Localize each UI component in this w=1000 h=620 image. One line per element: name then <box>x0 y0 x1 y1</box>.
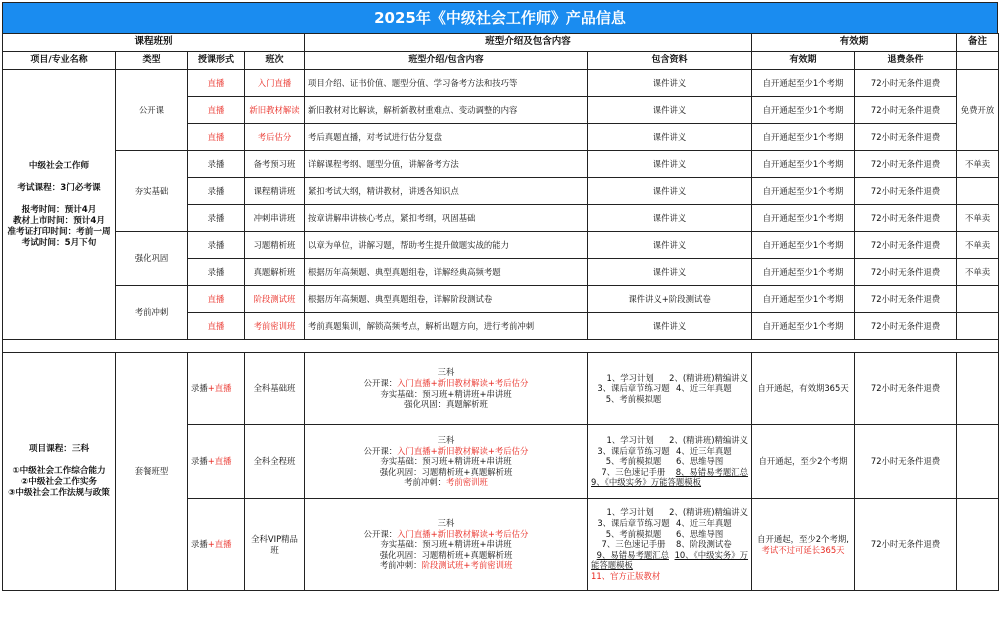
note-cell: 不单卖 <box>957 151 999 178</box>
note-cell <box>957 353 999 425</box>
refund-cell: 72小时无条件退费 <box>855 425 957 499</box>
refund-cell: 72小时无条件退费 <box>855 286 957 313</box>
class-cell: 入门直播 <box>245 70 305 97</box>
refund-cell: 72小时无条件退费 <box>855 313 957 340</box>
exam-time: 考试时间：5月下旬 <box>21 237 97 248</box>
materials-cell: 课件讲义 <box>588 70 752 97</box>
valid-cell: 自开通起至少1个考期 <box>752 313 855 340</box>
refund-cell: 72小时无条件退费 <box>855 97 957 124</box>
valid-cell: 自开通起至少1个考期 <box>752 178 855 205</box>
project-name: 中级社会工作师 <box>28 160 90 171</box>
class-cell: 全科全程班 <box>245 425 305 499</box>
col-header-valid: 有效期 <box>752 52 855 70</box>
project-info-cell <box>3 70 116 340</box>
class-cell: 备考预习班 <box>245 151 305 178</box>
form-cell: 录播+直播 <box>188 353 245 425</box>
exam-courses: 考试课程：3门必考课 <box>17 182 101 193</box>
refund-cell: 72小时无条件退费 <box>855 151 957 178</box>
table-row <box>3 70 999 97</box>
class-cell: 新旧教材解读 <box>245 97 305 124</box>
form-cell: 录播 <box>188 232 245 259</box>
col-header-class: 班次 <box>245 52 305 70</box>
desc-cell: 按章讲解串讲核心考点，紧扣考纲，巩固基础 <box>305 205 588 232</box>
class-cell: 冲刺串讲班 <box>245 205 305 232</box>
col-header-materials: 包含资料 <box>588 52 752 70</box>
refund-cell: 72小时无条件退费 <box>855 499 957 591</box>
register-time: 报考时间：预计4月 <box>21 204 97 215</box>
desc-cell: 根据历年高频题、典型真题组卷，详解经典高频考题 <box>305 259 588 286</box>
materials-cell: 课件讲义 <box>588 232 752 259</box>
table-row <box>3 232 999 259</box>
admission-print-time: 准考证打印时间：考前一周 <box>7 226 111 237</box>
note-cell <box>957 286 999 313</box>
materials-cell: 课件讲义 <box>588 259 752 286</box>
package-project-cell <box>3 353 116 591</box>
book-release-time: 教材上市时间：预计4月 <box>13 215 105 226</box>
valid-cell: 自开通起至少1个考期 <box>752 97 855 124</box>
col-header-form: 授课形式 <box>188 52 245 70</box>
desc-cell: 根据历年高频题、典型真题组卷，详解阶段测试卷 <box>305 286 588 313</box>
note-cell <box>957 499 999 591</box>
materials-cell: 课件讲义 <box>588 205 752 232</box>
type-strengthen: 强化巩固 <box>116 232 188 286</box>
col-header-note <box>957 52 999 70</box>
package-materials: 1、学习计划 2、(精讲班)精编讲义 3、课后章节练习题 4、近三年真题 5、考前模拟题 <box>588 353 752 425</box>
class-cell: 全科基础班 <box>245 353 305 425</box>
group-header-intro: 班型介绍及包含内容 <box>305 34 752 52</box>
valid-cell: 自开通起，至少2个考期 <box>752 425 855 499</box>
materials-cell: 课件讲义+阶段测试卷 <box>588 286 752 313</box>
package-course-3: ③中级社会工作法规与政策 <box>8 488 110 498</box>
refund-cell: 72小时无条件退费 <box>855 70 957 97</box>
class-cell: 真题解析班 <box>245 259 305 286</box>
class-cell: 习题精析班 <box>245 232 305 259</box>
valid-cell: 自开通起至少1个考期 <box>752 205 855 232</box>
valid-cell: 自开通起至少1个考期 <box>752 151 855 178</box>
package-content: 三科 公开课：入门直播+新旧教材解读+考后估分 夯实基础：预习班+精讲班+串讲班 强化巩固：习题精析班+真题解析班 考前冲刺：考前密训班 <box>305 425 588 499</box>
valid-cell: 自开通起至少1个考期 <box>752 286 855 313</box>
class-cell: 考前密训班 <box>245 313 305 340</box>
col-header-desc: 班型介绍/包含内容 <box>305 52 588 70</box>
package-materials: 1、学习计划 2、(精讲班)精编讲义 3、课后章节练习题 4、近三年真题 5、考前模拟题 6、思维导图 7、三色速记手册 8、阶段测试卷 9、易错易考题汇总 10、《中级实务》万 能答题模板 11、官方正版教材 <box>588 499 752 591</box>
materials-cell: 课件讲义 <box>588 178 752 205</box>
desc-cell: 考后真题直播，对考试进行估分复盘 <box>305 124 588 151</box>
desc-cell: 详解课程考纲、题型分值，讲解备考方法 <box>305 151 588 178</box>
col-header-refund: 退费条件 <box>855 52 957 70</box>
valid-cell: 自开通起至少1个考期 <box>752 124 855 151</box>
form-cell: 直播 <box>188 97 245 124</box>
package-materials: 1、学习计划 2、(精讲班)精编讲义 3、课后章节练习题 4、近三年真题 5、考前模拟题 6、思维导图 7、三色速记手册 8、易错易考题汇总 9、《中级实务》万能答题模板 <box>588 425 752 499</box>
class-cell: 阶段测试班 <box>245 286 305 313</box>
refund-cell: 72小时无条件退费 <box>855 205 957 232</box>
package-course-count: 项目课程：三科 <box>28 444 90 454</box>
package-content: 三科 公开课：入门直播+新旧教材解读+考后估分 夯实基础：预习班+精讲班+串讲班 强化巩固：真题解析班 <box>305 353 588 425</box>
section-divider <box>3 340 999 353</box>
note-free: 免费开放 <box>957 70 999 151</box>
type-package: 套餐班型 <box>116 353 188 591</box>
desc-cell: 以章为单位，讲解习题，帮助考生提升做题实战的能力 <box>305 232 588 259</box>
form-cell: 直播 <box>188 286 245 313</box>
class-cell: 课程精讲班 <box>245 178 305 205</box>
type-open-course: 公开课 <box>116 70 188 151</box>
refund-cell: 72小时无条件退费 <box>855 353 957 425</box>
materials-cell: 课件讲义 <box>588 151 752 178</box>
type-sprint: 考前冲刺 <box>116 286 188 340</box>
refund-cell: 72小时无条件退费 <box>855 259 957 286</box>
form-cell: 录播+直播 <box>188 425 245 499</box>
form-cell: 录播 <box>188 178 245 205</box>
table-row <box>3 286 999 313</box>
note-cell: 不单卖 <box>957 205 999 232</box>
type-foundation: 夯实基础 <box>116 151 188 232</box>
form-cell: 录播+直播 <box>188 499 245 591</box>
desc-cell: 考前真题集训，解锁高频考点，解析出题方向，进行考前冲刺 <box>305 313 588 340</box>
page-title: 2025年《中级社会工作师》产品信息 <box>2 2 998 33</box>
materials-cell: 课件讲义 <box>588 124 752 151</box>
note-cell: 不单卖 <box>957 232 999 259</box>
table-row <box>3 353 999 425</box>
form-cell: 直播 <box>188 124 245 151</box>
col-header-project: 项目/专业名称 <box>3 52 116 70</box>
class-cell: 考后估分 <box>245 124 305 151</box>
package-content: 三科 公开课：入门直播+新旧教材解读+考后估分 夯实基础：预习班+精讲班+串讲班 强化巩固：习题精析班+真题解析班 考前冲刺：阶段测试班+考前密训班 <box>305 499 588 591</box>
valid-cell: 自开通起至少1个考期 <box>752 232 855 259</box>
form-cell: 直播 <box>188 70 245 97</box>
note-cell <box>957 313 999 340</box>
form-cell: 录播 <box>188 151 245 178</box>
table-row <box>3 151 999 178</box>
refund-cell: 72小时无条件退费 <box>855 124 957 151</box>
refund-cell: 72小时无条件退费 <box>855 178 957 205</box>
valid-cell: 自开通起至少1个考期 <box>752 70 855 97</box>
materials-cell: 课件讲义 <box>588 97 752 124</box>
valid-cell: 自开通起，有效期365天 <box>752 353 855 425</box>
group-header-validity: 有效期 <box>752 34 957 52</box>
note-cell <box>957 178 999 205</box>
desc-cell: 紧扣考试大纲，精讲教材，讲透各知识点 <box>305 178 588 205</box>
form-cell: 录播 <box>188 205 245 232</box>
form-cell: 直播 <box>188 313 245 340</box>
package-course-2: ②中级社会工作实务 <box>20 477 98 487</box>
product-table <box>2 33 999 591</box>
class-cell: 全科VIP精品班 <box>245 499 305 591</box>
col-header-type: 类型 <box>116 52 188 70</box>
group-header-note: 备注 <box>957 34 999 52</box>
valid-cell: 自开通起，至少2个考期, 考试不过可延长365天 <box>752 499 855 591</box>
note-cell: 不单卖 <box>957 259 999 286</box>
refund-cell: 72小时无条件退费 <box>855 232 957 259</box>
desc-cell: 新旧教材对比解读，解析新教材重难点、变动调整的内容 <box>305 97 588 124</box>
group-header-course: 课程班别 <box>3 34 305 52</box>
materials-cell: 课件讲义 <box>588 313 752 340</box>
note-cell <box>957 425 999 499</box>
form-cell: 录播 <box>188 259 245 286</box>
desc-cell: 项目介绍、证书价值、题型分值、学习备考方法和技巧等 <box>305 70 588 97</box>
package-course-1: ①中级社会工作综合能力 <box>12 466 106 476</box>
valid-cell: 自开通起至少1个考期 <box>752 259 855 286</box>
